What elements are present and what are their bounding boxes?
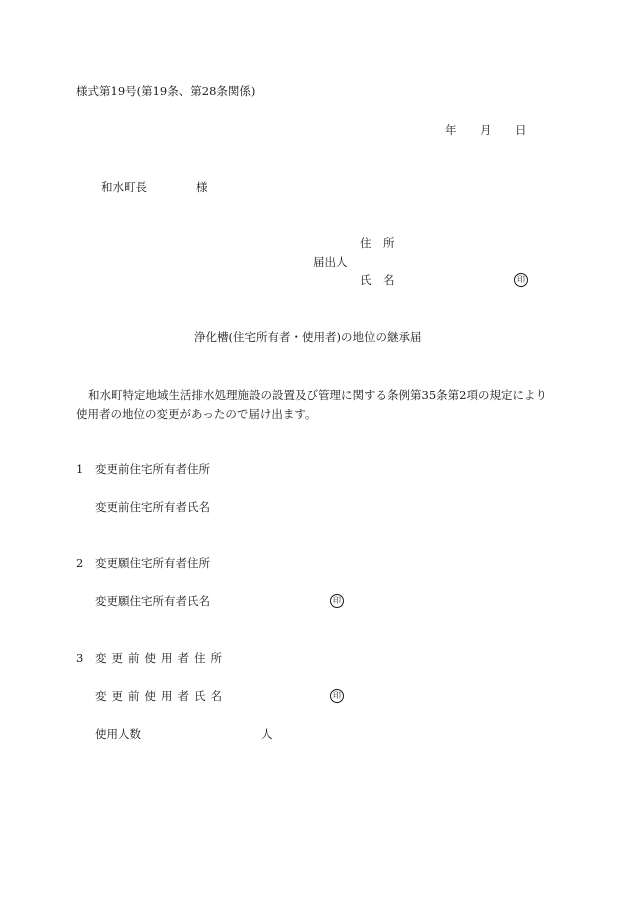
users-count-label: 使用人数	[95, 727, 141, 741]
addressee-honorific: 様	[196, 180, 208, 194]
item-3-name-label: 変更前使用者氏名	[95, 689, 227, 703]
item-3-number: 3	[76, 651, 84, 665]
applicant-label: 届出人	[313, 255, 348, 269]
form-number: 様式第19号(第19条、第28条関係)	[76, 84, 256, 98]
item-3-address-label: 変更前使用者住所	[95, 651, 227, 665]
item-2-seal-icon: 印	[330, 594, 344, 608]
item-3-seal-icon: 印	[330, 689, 344, 703]
users-count-unit: 人	[261, 727, 273, 741]
date-month-label: 月	[480, 123, 492, 137]
date-day-label: 日	[515, 123, 527, 137]
date-year-label: 年	[445, 123, 457, 137]
applicant-address-label: 住 所	[360, 236, 395, 250]
addressee-name: 和水町長	[101, 180, 147, 194]
item-1-number: 1	[76, 462, 84, 476]
item-2-name-label: 変更願住宅所有者氏名	[95, 594, 210, 608]
applicant-seal-icon: 印	[514, 273, 528, 287]
item-2-address-label: 変更願住宅所有者住所	[95, 556, 210, 570]
item-1-address-label: 変更前住宅所有者住所	[95, 462, 210, 476]
item-2-number: 2	[76, 556, 84, 570]
item-1-name-label: 変更前住宅所有者氏名	[95, 500, 210, 514]
document-title: 浄化槽(住宅所有者・使用者)の地位の継承届	[194, 330, 422, 344]
applicant-name-label: 氏 名	[360, 273, 395, 287]
body-text: 和水町特定地域生活排水処理施設の設置及び管理に関する条例第35条第2項の規定により使用者の地位の変更があったので届け出ます。	[76, 388, 547, 421]
